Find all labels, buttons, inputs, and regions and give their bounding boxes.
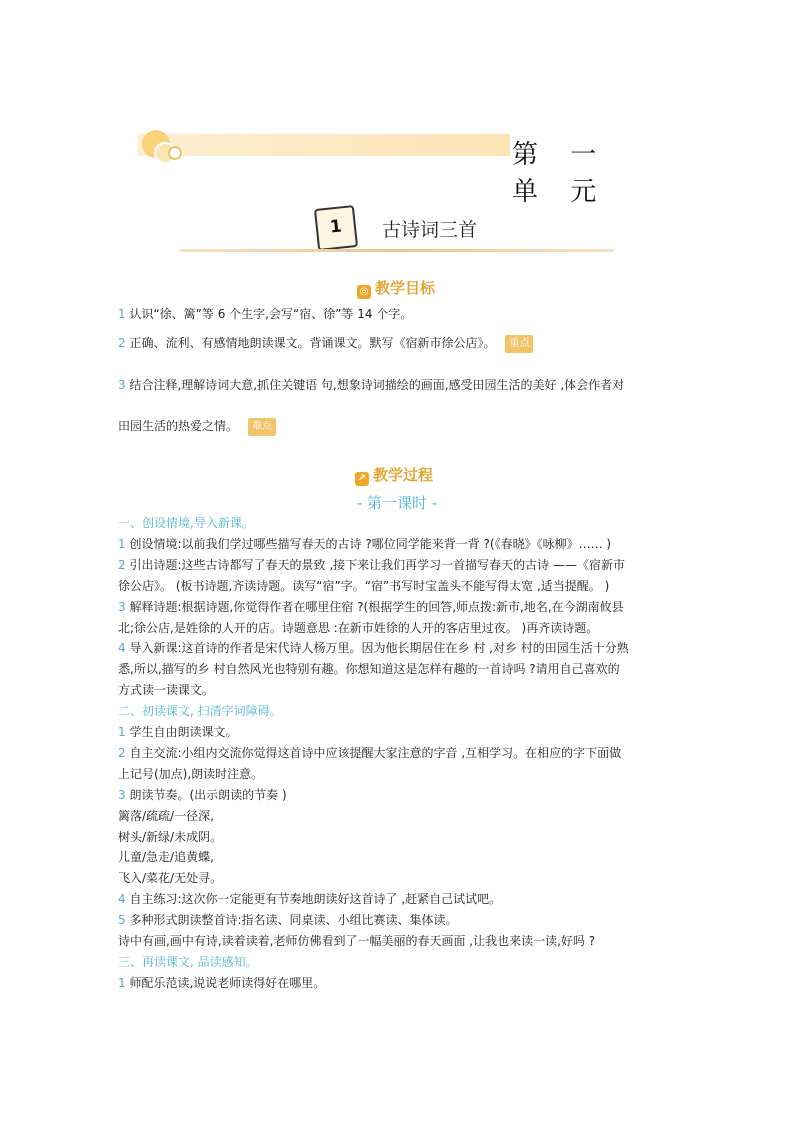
key-point-badge: 重点 [505, 335, 533, 353]
process-line [118, 661, 620, 677]
process-line [118, 849, 214, 865]
process-line [118, 536, 611, 552]
process-line [118, 975, 325, 991]
goal-item [118, 377, 624, 393]
step-heading [118, 954, 258, 970]
line-text: 方式读一读课文。 [118, 683, 215, 698]
line-text: 篱落/疏疏/一径深, [118, 808, 214, 823]
line-text: 北;徐公店,是姓徐的人开的店。诗题意思 :在新市姓徐的人开的客店里过夜。 )再齐读诗题。 [118, 620, 599, 635]
line-text: 自主练习:这次你一定能更有节奏地朗读好这首诗了 ,赶紧自己试试吧。 [129, 892, 502, 907]
item-number: 1 [118, 725, 126, 739]
process-line [118, 829, 222, 845]
process-line [118, 599, 624, 615]
unit-banner [138, 130, 660, 207]
calendar-icon [314, 205, 358, 251]
process-icon: ↗ [355, 472, 369, 486]
item-number: 4 [118, 641, 126, 656]
item-number: 3 [118, 599, 126, 614]
line-text: 创设情境:以前我们学过哪些描写春天的古诗 ?哪位同学能来背一背 ?(《春晓》《咏柳》…… ) [129, 536, 612, 551]
line-text: 多种形式朗读整首诗:指名读、同桌读、小组比赛读、集体读。 [129, 913, 458, 928]
item-number: 2 [118, 336, 126, 350]
process-line [118, 557, 625, 573]
decor-circle-icon [168, 146, 182, 160]
process-line [118, 912, 458, 928]
item-text: 田园生活的热爱之情。 [118, 419, 239, 433]
item-number: 1 [118, 975, 126, 990]
goal-item [118, 418, 276, 436]
line-text: 诗中有画,画中有诗,读着读着,老师仿佛看到了一幅美丽的春天画面 ,让我也来读一读,好吗 ? [118, 934, 596, 948]
period-title: - 第一课时 - [356, 494, 438, 512]
step-heading [118, 515, 254, 531]
target-icon: ◎ [357, 285, 371, 299]
item-number: 3 [118, 787, 126, 802]
item-number: 4 [118, 892, 126, 907]
process-line [118, 808, 214, 824]
divider [180, 249, 614, 252]
unit-banner-bar [138, 134, 510, 156]
goals-heading-label: 教学目标 [375, 279, 436, 297]
process-line [118, 640, 629, 656]
line-text: 引出诗题:这些古诗都写了春天的景致 ,接下来让我们再学习一首描写春天的古诗 ——《宿新市 [129, 557, 625, 572]
item-text: 正确、流利、有感情地朗读课文。背诵课文。默写《宿新市徐公店》。 [129, 336, 496, 350]
line-text: 树头/新绿/未成阴。 [118, 829, 223, 844]
goal-item [118, 335, 533, 353]
line-text: 飞入/菜花/无处寻。 [118, 871, 223, 886]
line-text: 三、再读课文, 品读感知。 [118, 954, 258, 969]
item-number: 1 [118, 307, 126, 321]
process-heading [355, 464, 433, 486]
process-heading-label: 教学过程 [373, 466, 434, 484]
lesson-header [180, 205, 614, 253]
line-text: 上记号(加点),朗读时注意。 [118, 766, 264, 781]
line-text: 自主交流:小组内交流你觉得这首诗中应该提醒大家注意的字音 ,互相学习。在相应的字下面做 [129, 745, 622, 760]
process-line [118, 891, 501, 907]
line-text: 朗读节奏。(出示朗读的节奏 ) [129, 787, 287, 802]
process-line [118, 933, 595, 949]
goal-item [118, 306, 412, 322]
item-number: 2 [118, 557, 126, 572]
line-text: 学生自由朗读课文。 [129, 725, 238, 739]
unit-title: 第 一 单 元 [512, 140, 609, 207]
item-text: 认识“徐、篱”等 6 个生字,会写“宿、徐”等 14 个字。 [129, 307, 413, 321]
step-heading [118, 703, 282, 719]
process-line [118, 578, 609, 594]
item-number: 3 [118, 378, 126, 392]
lesson-title: 古诗词三首 [382, 219, 478, 241]
process-line [118, 766, 263, 782]
process-line [118, 870, 222, 886]
line-text: 师配乐范读,说说老师读得好在哪里。 [129, 975, 326, 990]
line-text: 儿童/急走/追黄蝶, [118, 850, 214, 865]
difficulty-badge: 难点 [248, 418, 276, 436]
item-number: 1 [118, 536, 126, 551]
line-text: 导入新课:这首诗的作者是宋代诗人杨万里。因为他长期居住在乡 村 ,对乡 村的田园生活十分熟 [129, 641, 629, 656]
line-text: 解释诗题:根据诗题,你觉得作者在哪里住宿 ?(根据学生的回答,师点拨:新市,地名,在今湖南攸县 [129, 599, 624, 614]
process-line [118, 724, 237, 740]
item-text: 结合注释,理解诗词大意,抓住关键语 句,想象诗词描绘的画面,感受田园生活的美好 ,体会作者对 [129, 378, 625, 392]
process-line [118, 745, 621, 761]
line-text: 一、创设情境,导入新课。 [118, 516, 254, 530]
item-number: 2 [118, 745, 126, 760]
line-text: 悉,所以,描写的乡 村自然风光也特别有趣。你想知道这是怎样有趣的一首诗吗 ?请用自己喜欢的 [118, 662, 620, 677]
process-line [118, 620, 598, 636]
process-line [118, 682, 214, 698]
lesson-number: 1 [328, 216, 343, 238]
goals-heading [357, 277, 435, 299]
process-line [118, 787, 287, 803]
item-number: 5 [118, 913, 126, 928]
line-text: 二、初读课文, 扫清字词障碍。 [118, 704, 282, 719]
line-text: 徐公店》。 (板书诗题,齐读诗题。读写“宿”字。“宿”书写时宝盖头不能写得太宽 ,适当提醒。 ) [118, 578, 610, 593]
